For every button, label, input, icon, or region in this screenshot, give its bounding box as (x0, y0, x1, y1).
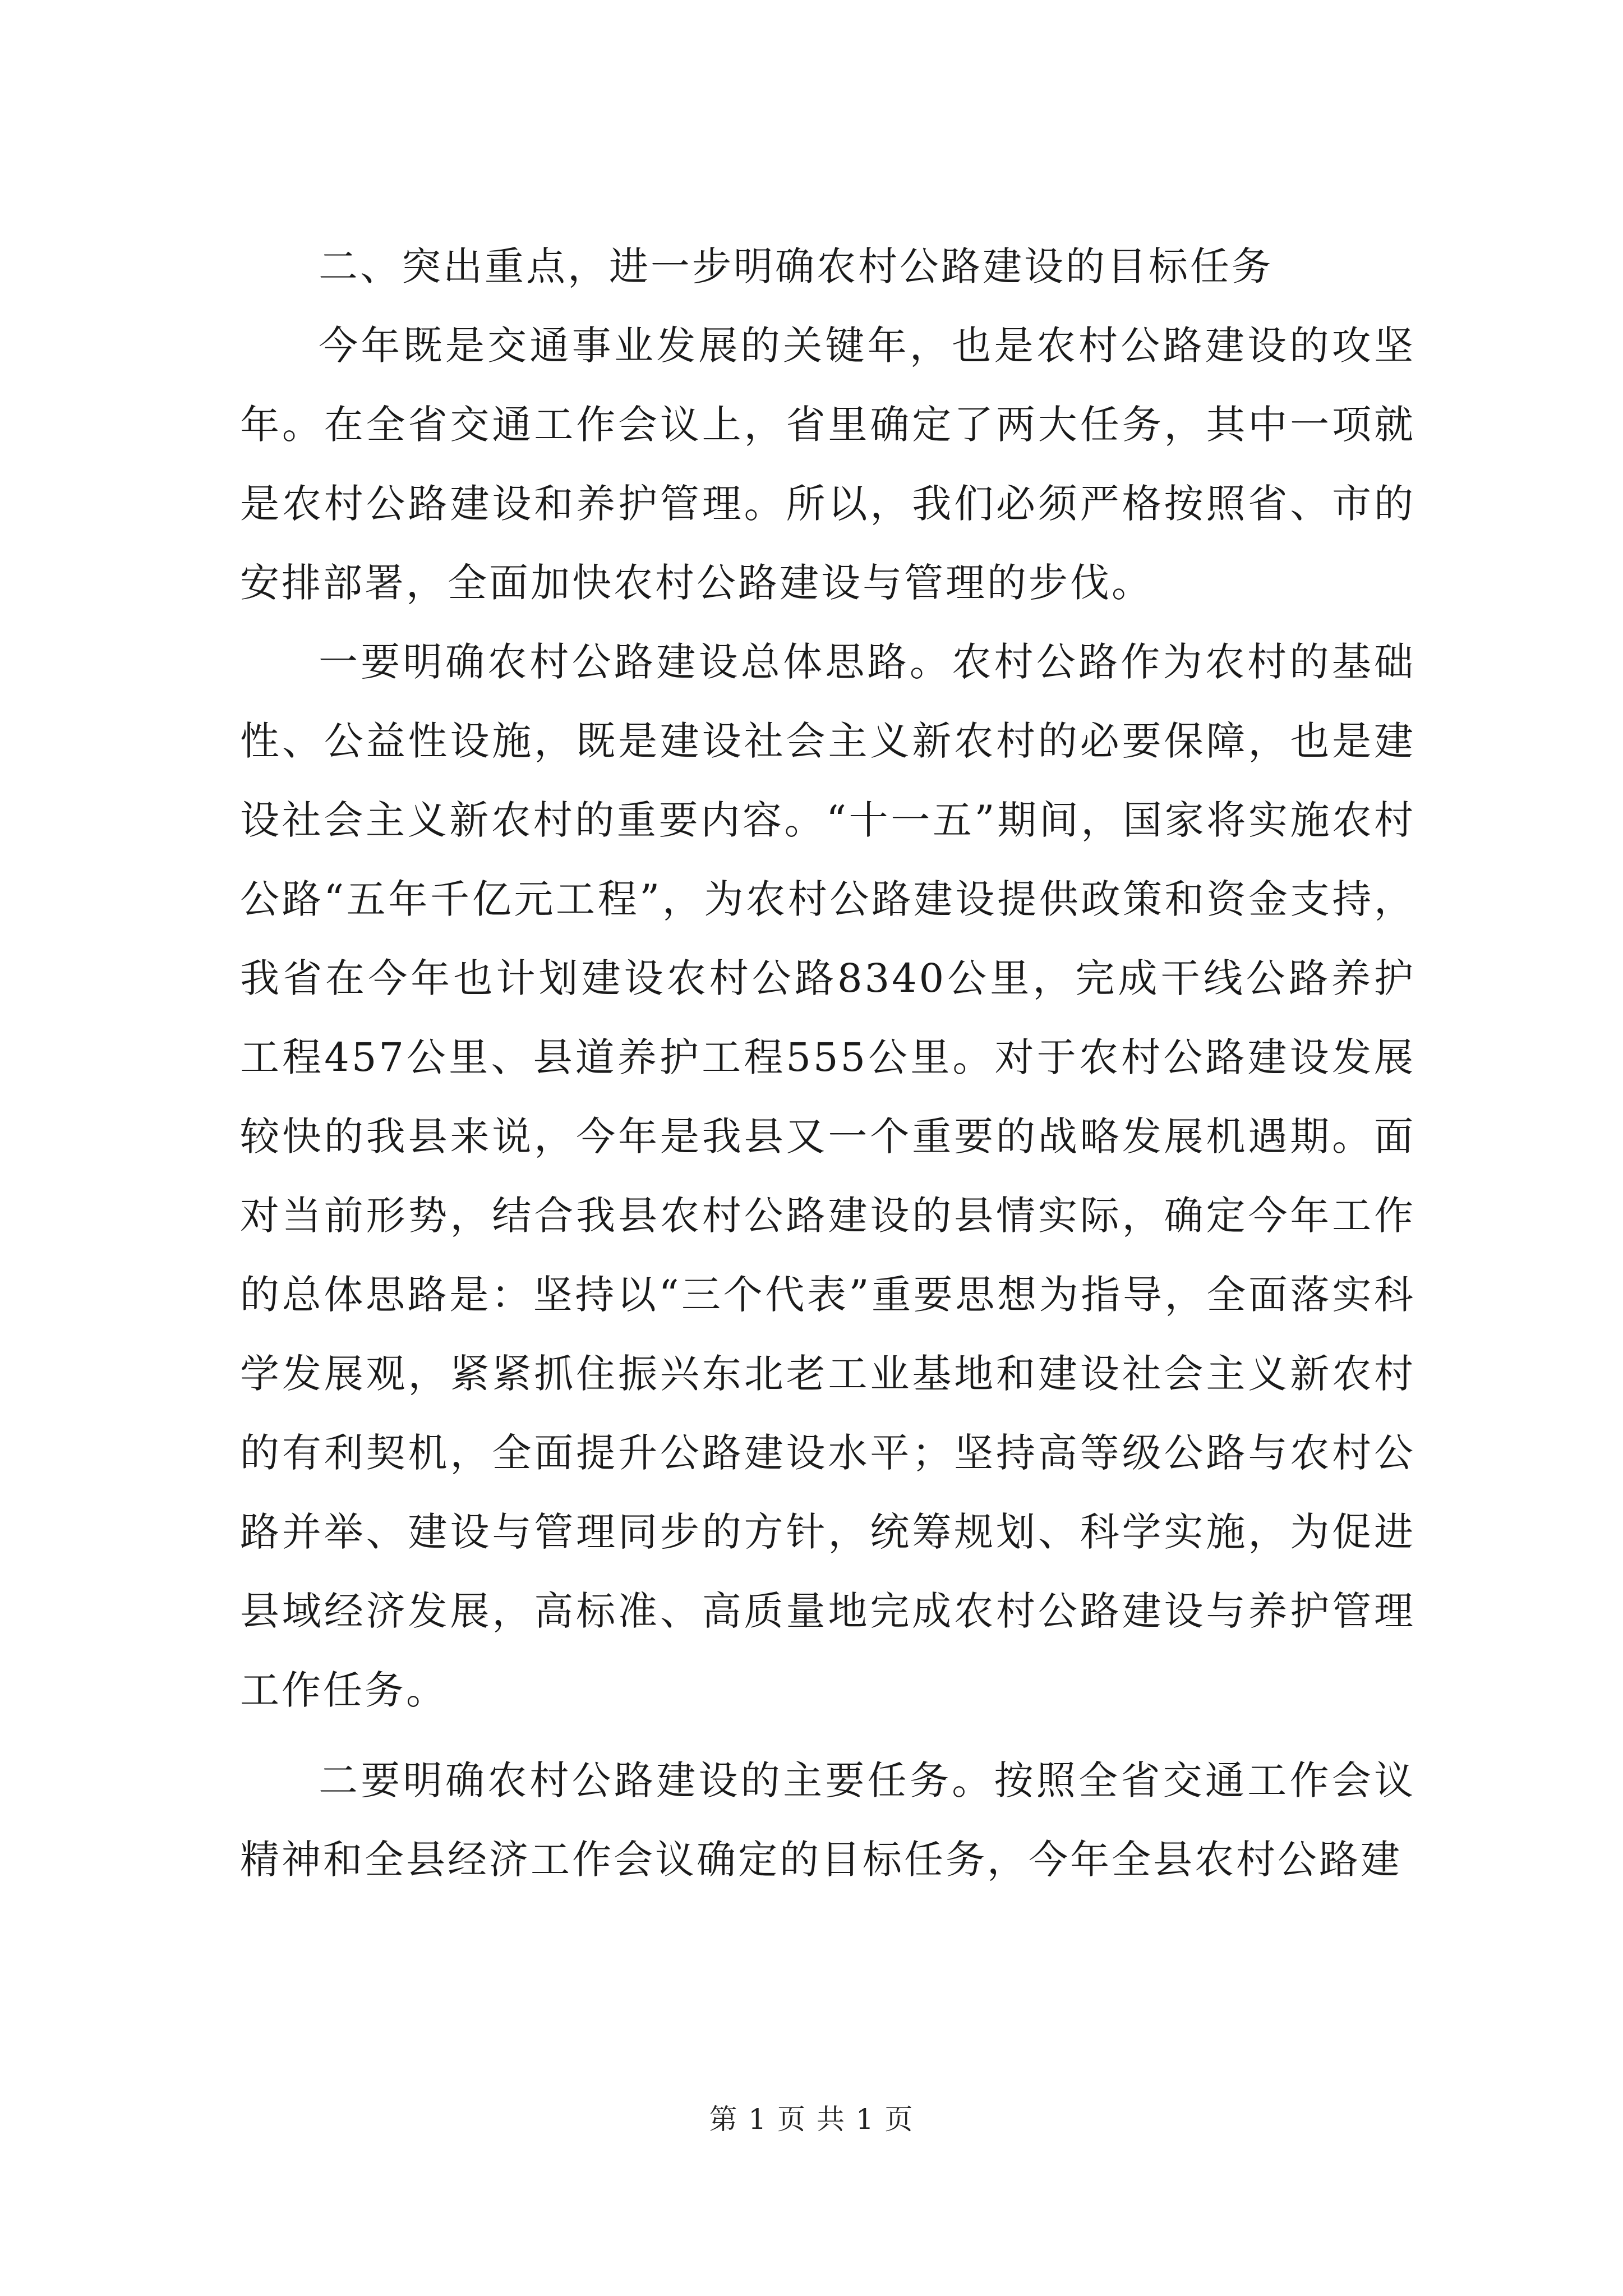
section-heading: 二、突出重点，进一步明确农村公路建设的目标任务 (319, 243, 1273, 289)
document-body (240, 227, 1415, 1899)
paragraph-overall-approach: 一要明确农村公路建设总体思路。农村公路作为农村的基础性、公益性设施，既是建设社会主义新农村的必要保障，也是建设社会主义新农村的重要内容。“十一五”期间，国家将实施农村公路“五年千亿元工程”，为农村公路建设提供政策和资金支持，我省在今年也计划建设农村公路8340公里，完成干线公路养护工程457公里、县道养护工程555公里。对于农村公路建设发展较快的我县来说，今年是我县又一个重要的战略发展机遇期。面对当前形势，结合我县农村公路建设的县情实际，确定今年工作的总体思路是：坚持以“三个代表”重要思想为指导，全面落实科学发展观，紧紧抓住振兴东北老工业基地和建设社会主义新农村的有利契机，全面提升公路建设水平；坚持高等级公路与农村公路并举、建设与管理同步的方针，统筹规划、科学实施，为促进县域经济发展，高标准、高质量地完成农村公路建设与养护管理工作任务。 (240, 639, 1415, 1713)
paragraph-main-tasks: 二要明确农村公路建设的主要任务。按照全省交通工作会议精神和全县经济工作会议确定的目标任务，今年全县农村公路建 (240, 1757, 1415, 1883)
paragraph-intro: 今年既是交通事业发展的关键年，也是农村公路建设的攻坚年。在全省交通工作会议上，省里确定了两大任务，其中一项就是农村公路建设和养护管理。所以，我们必须严格按照省、市的安排部署，全面加快农村公路建设与管理的步伐。 (240, 323, 1415, 606)
page-number-footer: 第 1 页 共 1 页 (709, 2103, 914, 2136)
